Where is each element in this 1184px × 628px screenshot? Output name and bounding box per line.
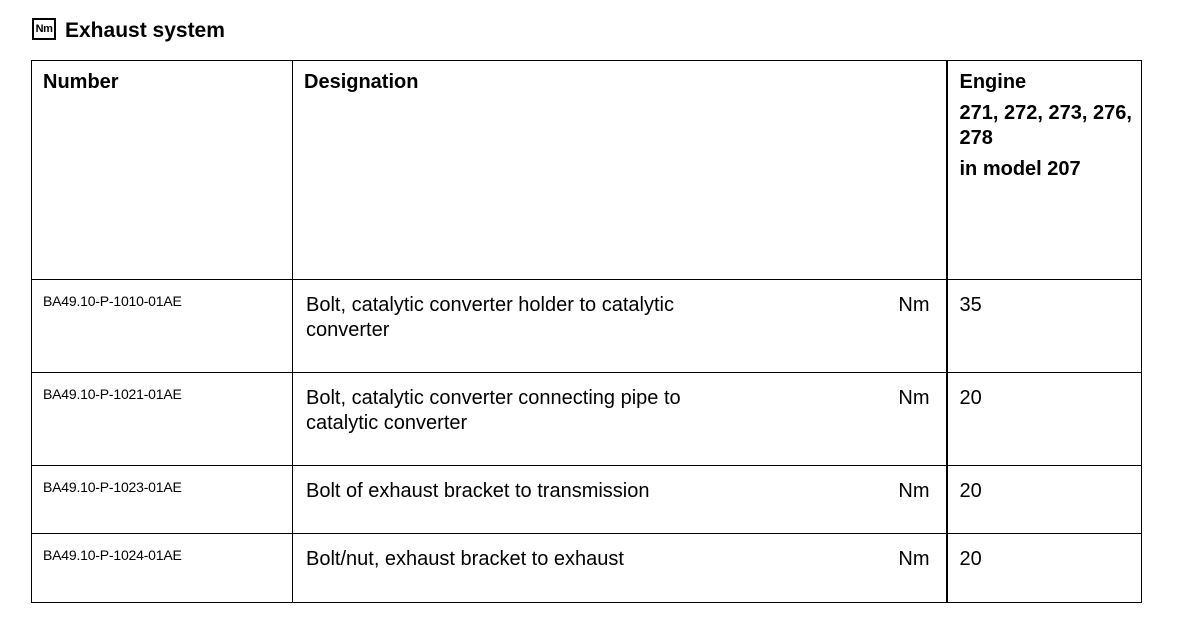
row-unit: Nm bbox=[898, 294, 930, 316]
section-heading bbox=[32, 16, 225, 46]
table-row bbox=[32, 280, 1142, 373]
row-designation: Bolt, catalytic converter holder to catalytic converter bbox=[306, 294, 674, 341]
row-value: 35 bbox=[959, 294, 982, 316]
engine-models: 271, 272, 273, 276, 278 bbox=[959, 102, 1132, 149]
row-unit: Nm bbox=[898, 480, 930, 502]
row-number: BA49.10-P-1023-01AE bbox=[43, 479, 182, 495]
row-value: 20 bbox=[959, 480, 982, 502]
table-row bbox=[32, 534, 1142, 603]
row-value: 20 bbox=[959, 548, 982, 570]
table-row bbox=[32, 373, 1142, 466]
row-value: 20 bbox=[959, 387, 982, 409]
row-designation: Bolt of exhaust bracket to transmission bbox=[306, 480, 650, 502]
row-designation: Bolt/nut, exhaust bracket to exhaust bbox=[306, 548, 624, 570]
torque-nm-icon: Nm bbox=[32, 18, 56, 40]
header-cell-number bbox=[32, 61, 293, 280]
table-row bbox=[32, 466, 1142, 534]
header-cell-designation bbox=[293, 61, 947, 280]
row-unit: Nm bbox=[898, 387, 930, 409]
column-header-number: Number bbox=[43, 71, 119, 93]
header-cell-engine bbox=[947, 61, 1142, 280]
engine-vehicle-model: in model 207 bbox=[959, 158, 1081, 180]
row-number: BA49.10-P-1010-01AE bbox=[43, 293, 182, 309]
column-header-designation: Designation bbox=[304, 71, 419, 93]
section-title: Exhaust system bbox=[65, 19, 225, 42]
row-number: BA49.10-P-1021-01AE bbox=[43, 386, 182, 402]
row-designation: Bolt, catalytic converter connecting pipe to catalytic converter bbox=[306, 387, 681, 434]
column-header-engine: Engine bbox=[959, 71, 1027, 93]
table-header-row bbox=[32, 61, 1142, 280]
row-unit: Nm bbox=[898, 548, 930, 570]
row-number: BA49.10-P-1024-01AE bbox=[43, 547, 182, 563]
torque-spec-table bbox=[31, 60, 1142, 603]
